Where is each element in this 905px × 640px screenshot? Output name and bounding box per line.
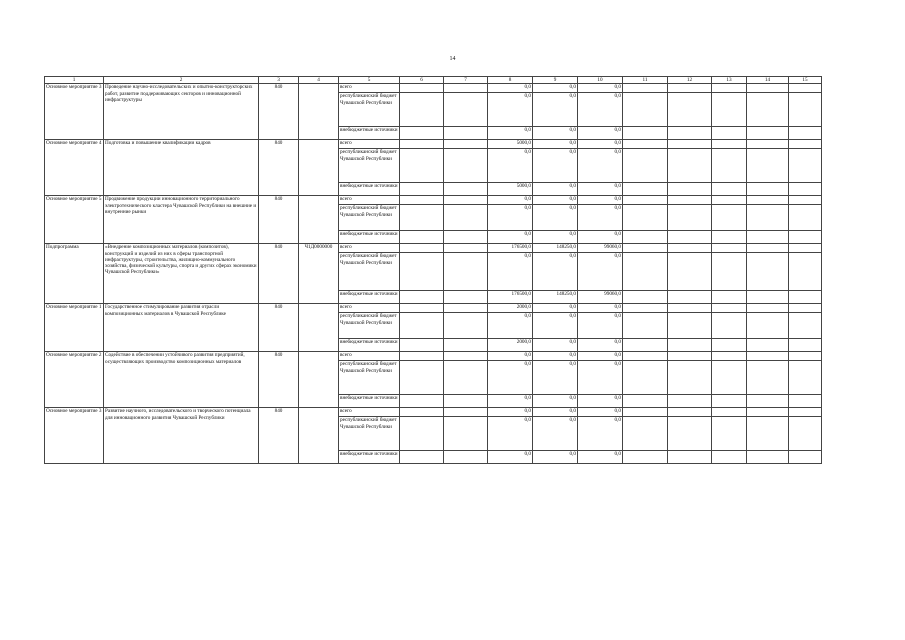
value-col-9: 0,0 [533, 93, 578, 127]
funding-source: всего [339, 304, 400, 313]
empty-cell [623, 253, 668, 291]
empty-cell [623, 361, 668, 395]
column-header: 4 [299, 77, 339, 84]
empty-cell [747, 205, 789, 231]
empty-cell [400, 339, 444, 352]
value-col-10: 99060,0 [578, 291, 623, 304]
empty-cell [712, 231, 747, 244]
empty-cell [444, 205, 488, 231]
empty-cell [623, 339, 668, 352]
empty-cell [789, 127, 822, 140]
empty-cell [668, 149, 712, 183]
empty-cell [789, 183, 822, 196]
empty-cell [400, 291, 444, 304]
column-header-row [45, 77, 822, 84]
budget-table [44, 76, 822, 464]
code-column-3: 840 [259, 304, 299, 352]
empty-cell [400, 244, 444, 253]
empty-cell [400, 304, 444, 313]
value-col-10: 0,0 [578, 231, 623, 244]
funding-source: республиканский бюджет Чувашской Республики [339, 253, 400, 291]
empty-cell [623, 127, 668, 140]
empty-cell [747, 291, 789, 304]
empty-cell [712, 408, 747, 417]
code-column-3: 840 [259, 352, 299, 408]
empty-cell [668, 313, 712, 339]
empty-cell [623, 196, 668, 205]
empty-cell [789, 244, 822, 253]
empty-cell [623, 313, 668, 339]
empty-cell [400, 253, 444, 291]
empty-cell [444, 304, 488, 313]
value-col-10: 0,0 [578, 93, 623, 127]
activity-title: Продвижение продукции инновационного территориального электротехнического кластера Чувашской Республики на внешние и внутренние рынки [104, 196, 259, 244]
code-column-3: 840 [259, 196, 299, 244]
empty-cell [400, 451, 444, 464]
empty-cell [400, 93, 444, 127]
empty-cell [400, 183, 444, 196]
code-column-3: 840 [259, 140, 299, 196]
table-row [45, 304, 822, 313]
empty-cell [712, 451, 747, 464]
value-col-10: 0,0 [578, 361, 623, 395]
empty-cell [789, 196, 822, 205]
empty-cell [712, 304, 747, 313]
value-col-9: 0,0 [533, 84, 578, 93]
value-col-9: 148250,0 [533, 291, 578, 304]
empty-cell [444, 127, 488, 140]
empty-cell [668, 231, 712, 244]
column-header: 15 [789, 77, 822, 84]
empty-cell [668, 417, 712, 451]
code-column-4 [299, 84, 339, 140]
empty-cell [623, 408, 668, 417]
empty-cell [789, 205, 822, 231]
empty-cell [747, 93, 789, 127]
empty-cell [747, 451, 789, 464]
code-column-3: 840 [259, 84, 299, 140]
value-col-9: 148250,0 [533, 244, 578, 253]
value-col-10: 0,0 [578, 313, 623, 339]
empty-cell [789, 451, 822, 464]
column-header: 11 [623, 77, 668, 84]
empty-cell [444, 196, 488, 205]
table-row [45, 84, 822, 93]
empty-cell [444, 451, 488, 464]
empty-cell [400, 352, 444, 361]
empty-cell [712, 149, 747, 183]
empty-cell [668, 253, 712, 291]
empty-cell [623, 149, 668, 183]
empty-cell [623, 84, 668, 93]
empty-cell [668, 140, 712, 149]
empty-cell [712, 244, 747, 253]
value-col-9: 0,0 [533, 253, 578, 291]
empty-cell [444, 253, 488, 291]
code-column-4 [299, 140, 339, 196]
empty-cell [668, 127, 712, 140]
value-col-9: 0,0 [533, 127, 578, 140]
value-col-10: 0,0 [578, 149, 623, 183]
funding-source: республиканский бюджет Чувашской Республики [339, 93, 400, 127]
empty-cell [400, 84, 444, 93]
empty-cell [789, 93, 822, 127]
activity-kind: Основное мероприятие 2 [45, 352, 104, 408]
empty-cell [747, 84, 789, 93]
empty-cell [747, 127, 789, 140]
empty-cell [444, 140, 488, 149]
column-header: 7 [444, 77, 488, 84]
empty-cell [712, 395, 747, 408]
value-col-10: 99060,0 [578, 244, 623, 253]
empty-cell [444, 417, 488, 451]
activity-kind: Основное мероприятие 5 [45, 196, 104, 244]
empty-cell [712, 253, 747, 291]
value-col-10: 0,0 [578, 183, 623, 196]
funding-source: республиканский бюджет Чувашской Республики [339, 313, 400, 339]
empty-cell [400, 417, 444, 451]
empty-cell [444, 361, 488, 395]
empty-cell [747, 196, 789, 205]
code-column-3: 840 [259, 408, 299, 464]
empty-cell [400, 127, 444, 140]
empty-cell [668, 395, 712, 408]
value-col-10: 0,0 [578, 205, 623, 231]
empty-cell [444, 244, 488, 253]
value-col-9: 0,0 [533, 395, 578, 408]
value-col-8: 0,0 [488, 196, 533, 205]
activity-kind: Основное мероприятие 3 [45, 84, 104, 140]
table-row [45, 140, 822, 149]
empty-cell [747, 395, 789, 408]
table-row [45, 352, 822, 361]
empty-cell [444, 408, 488, 417]
empty-cell [789, 339, 822, 352]
value-col-9: 0,0 [533, 196, 578, 205]
activity-kind: Основное мероприятие 1 [45, 304, 104, 352]
empty-cell [789, 140, 822, 149]
value-col-9: 0,0 [533, 183, 578, 196]
column-header: 6 [400, 77, 444, 84]
activity-title: Проведение научно-исследовательских и опытно-конструкторских работ, развитие поддерживающих секторов и инновационной инфраструктуры [104, 84, 259, 140]
empty-cell [789, 313, 822, 339]
funding-source: всего [339, 84, 400, 93]
empty-cell [789, 417, 822, 451]
empty-cell [747, 304, 789, 313]
empty-cell [444, 291, 488, 304]
value-col-9: 0,0 [533, 304, 578, 313]
empty-cell [747, 339, 789, 352]
activity-kind: Основное мероприятие 4 [45, 140, 104, 196]
empty-cell [444, 339, 488, 352]
empty-cell [747, 313, 789, 339]
value-col-8: 5000,0 [488, 183, 533, 196]
empty-cell [668, 361, 712, 395]
column-header: 8 [488, 77, 533, 84]
value-col-8: 0,0 [488, 93, 533, 127]
empty-cell [668, 93, 712, 127]
empty-cell [668, 304, 712, 313]
value-col-10: 0,0 [578, 196, 623, 205]
value-col-10: 0,0 [578, 127, 623, 140]
value-col-10: 0,0 [578, 408, 623, 417]
empty-cell [668, 451, 712, 464]
empty-cell [400, 149, 444, 183]
empty-cell [789, 149, 822, 183]
empty-cell [623, 395, 668, 408]
funding-source: всего [339, 408, 400, 417]
empty-cell [747, 244, 789, 253]
code-column-4 [299, 352, 339, 408]
empty-cell [668, 244, 712, 253]
empty-cell [623, 352, 668, 361]
activity-kind: Подпрограмма [45, 244, 104, 304]
funding-source: внебюджетные источники [339, 339, 400, 352]
value-col-10: 0,0 [578, 339, 623, 352]
empty-cell [623, 417, 668, 451]
value-col-8: 0,0 [488, 395, 533, 408]
empty-cell [400, 313, 444, 339]
value-col-10: 0,0 [578, 352, 623, 361]
funding-source: внебюджетные источники [339, 395, 400, 408]
value-col-8: 0,0 [488, 231, 533, 244]
value-col-8: 0,0 [488, 84, 533, 93]
empty-cell [623, 205, 668, 231]
empty-cell [400, 361, 444, 395]
code-column-4 [299, 196, 339, 244]
empty-cell [400, 395, 444, 408]
value-col-8: 0,0 [488, 417, 533, 451]
empty-cell [668, 196, 712, 205]
value-col-9: 0,0 [533, 451, 578, 464]
column-header: 13 [712, 77, 747, 84]
empty-cell [789, 352, 822, 361]
empty-cell [444, 395, 488, 408]
empty-cell [400, 196, 444, 205]
empty-cell [668, 408, 712, 417]
empty-cell [747, 253, 789, 291]
value-col-10: 0,0 [578, 304, 623, 313]
activity-title: Содействие в обеспечении устойчивого развития предприятий, осуществляющих производство композиционных материалов [104, 352, 259, 408]
empty-cell [712, 84, 747, 93]
empty-cell [623, 304, 668, 313]
empty-cell [668, 291, 712, 304]
activity-kind: Основное мероприятие 3 [45, 408, 104, 464]
empty-cell [789, 84, 822, 93]
empty-cell [400, 205, 444, 231]
value-col-8: 0,0 [488, 451, 533, 464]
activity-title: Подготовка и повышение квалификации кадров [104, 140, 259, 196]
activity-title: «Внедрение композиционных материалов (композитов), конструкций и изделий из них в сферы транспортной инфраструктуры, строительства, жилищно-коммунального хозяйства, физической культуры, спорта и других сферах экономики Чувашской Республики» [104, 244, 259, 304]
value-col-9: 0,0 [533, 361, 578, 395]
value-col-9: 0,0 [533, 417, 578, 451]
column-header: 14 [747, 77, 789, 84]
value-col-8: 2000,0 [488, 304, 533, 313]
value-col-9: 0,0 [533, 352, 578, 361]
empty-cell [712, 291, 747, 304]
column-header: 1 [45, 77, 104, 84]
empty-cell [789, 304, 822, 313]
code-column-4: Ч1Д0000000 [299, 244, 339, 304]
value-col-8: 176500,0 [488, 244, 533, 253]
empty-cell [712, 313, 747, 339]
funding-source: республиканский бюджет Чувашской Республики [339, 205, 400, 231]
funding-source: внебюджетные источники [339, 183, 400, 196]
code-column-3: 840 [259, 244, 299, 304]
value-col-8: 176500,0 [488, 291, 533, 304]
funding-source: всего [339, 244, 400, 253]
value-col-10: 0,0 [578, 140, 623, 149]
value-col-10: 0,0 [578, 451, 623, 464]
activity-title: Развитие научного, исследовательского и творческого потенциала для инновационного развития Чувашской Республики [104, 408, 259, 464]
value-col-8: 0,0 [488, 149, 533, 183]
empty-cell [747, 149, 789, 183]
empty-cell [747, 361, 789, 395]
empty-cell [789, 395, 822, 408]
empty-cell [712, 93, 747, 127]
empty-cell [712, 361, 747, 395]
empty-cell [747, 231, 789, 244]
empty-cell [789, 253, 822, 291]
empty-cell [712, 205, 747, 231]
empty-cell [668, 84, 712, 93]
empty-cell [668, 352, 712, 361]
page-number: 14 [449, 56, 456, 62]
empty-cell [712, 127, 747, 140]
empty-cell [747, 417, 789, 451]
table-row [45, 244, 822, 253]
value-col-8: 5000,0 [488, 140, 533, 149]
column-header: 3 [259, 77, 299, 84]
funding-source: внебюджетные источники [339, 291, 400, 304]
empty-cell [400, 140, 444, 149]
empty-cell [712, 140, 747, 149]
funding-source: республиканский бюджет Чувашской Республики [339, 149, 400, 183]
value-col-8: 0,0 [488, 352, 533, 361]
empty-cell [444, 84, 488, 93]
value-col-8: 2000,0 [488, 339, 533, 352]
funding-source: внебюджетные источники [339, 451, 400, 464]
empty-cell [623, 291, 668, 304]
empty-cell [747, 183, 789, 196]
funding-source: республиканский бюджет Чувашской Республики [339, 361, 400, 395]
column-header: 9 [533, 77, 578, 84]
value-col-8: 0,0 [488, 361, 533, 395]
empty-cell [712, 352, 747, 361]
funding-source: внебюджетные источники [339, 127, 400, 140]
value-col-8: 0,0 [488, 127, 533, 140]
value-col-9: 0,0 [533, 408, 578, 417]
empty-cell [789, 408, 822, 417]
value-col-8: 0,0 [488, 408, 533, 417]
empty-cell [668, 339, 712, 352]
empty-cell [444, 313, 488, 339]
empty-cell [623, 451, 668, 464]
table-row [45, 408, 822, 417]
value-col-8: 0,0 [488, 313, 533, 339]
empty-cell [444, 183, 488, 196]
value-col-9: 0,0 [533, 149, 578, 183]
value-col-9: 0,0 [533, 140, 578, 149]
empty-cell [400, 231, 444, 244]
value-col-8: 0,0 [488, 205, 533, 231]
value-col-8: 0,0 [488, 253, 533, 291]
empty-cell [444, 93, 488, 127]
activity-title: Государственное стимулирование развития отрасли композиционных материалов в Чувашской Республике [104, 304, 259, 352]
funding-source: всего [339, 140, 400, 149]
empty-cell [623, 231, 668, 244]
column-header: 10 [578, 77, 623, 84]
empty-cell [712, 339, 747, 352]
empty-cell [747, 408, 789, 417]
table-row [45, 196, 822, 205]
value-col-10: 0,0 [578, 395, 623, 408]
column-header: 12 [668, 77, 712, 84]
empty-cell [400, 408, 444, 417]
value-col-10: 0,0 [578, 253, 623, 291]
empty-cell [623, 140, 668, 149]
value-col-9: 0,0 [533, 339, 578, 352]
value-col-9: 0,0 [533, 313, 578, 339]
empty-cell [623, 244, 668, 253]
empty-cell [712, 196, 747, 205]
funding-source: республиканский бюджет Чувашской Республики [339, 417, 400, 451]
column-header: 2 [104, 77, 259, 84]
empty-cell [789, 361, 822, 395]
funding-source: всего [339, 352, 400, 361]
empty-cell [623, 183, 668, 196]
empty-cell [789, 231, 822, 244]
empty-cell [668, 183, 712, 196]
code-column-4 [299, 304, 339, 352]
empty-cell [623, 93, 668, 127]
empty-cell [747, 352, 789, 361]
empty-cell [444, 149, 488, 183]
empty-cell [668, 205, 712, 231]
empty-cell [747, 140, 789, 149]
empty-cell [444, 231, 488, 244]
code-column-4 [299, 408, 339, 464]
empty-cell [789, 291, 822, 304]
value-col-10: 0,0 [578, 417, 623, 451]
column-header: 5 [339, 77, 400, 84]
value-col-10: 0,0 [578, 84, 623, 93]
empty-cell [712, 183, 747, 196]
value-col-9: 0,0 [533, 231, 578, 244]
empty-cell [712, 417, 747, 451]
funding-source: внебюджетные источники [339, 231, 400, 244]
empty-cell [444, 352, 488, 361]
value-col-9: 0,0 [533, 205, 578, 231]
funding-source: всего [339, 196, 400, 205]
